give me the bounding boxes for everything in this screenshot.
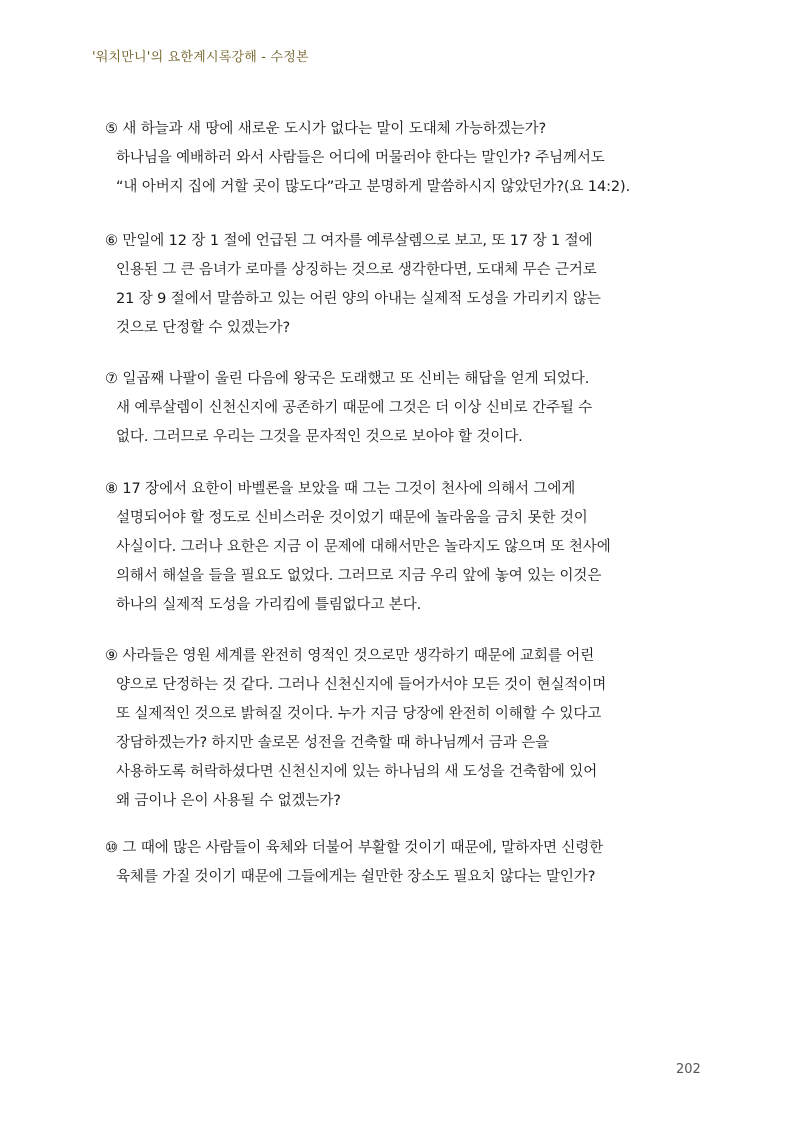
paragraph-line: 육체를 가질 것이기 때문에 그들에게는 쉴만한 장소도 필요치 않다는 말인가?	[116, 869, 596, 885]
paragraph-line: ⑦ 일곱째 나팔이 울린 다음에 왕국은 도래했고 또 신비는 해답을 얻게 되었다.	[105, 371, 590, 387]
paragraph-7	[105, 365, 592, 452]
paragraph-line: ⑨ 사라들은 영원 세계를 완전히 영적인 것으로만 생각하기 때문에 교회를 어린	[105, 648, 595, 664]
paragraph-line: 의해서 해설을 들을 필요도 없었다. 그러므로 지금 우리 앞에 놓여 있는 이것은	[116, 568, 602, 584]
paragraph-line: 하나의 실제적 도성을 가리킴에 틀림없다고 본다.	[116, 597, 422, 613]
paragraph-line: ⑩ 그 때에 많은 사람들이 육체와 더불어 부활할 것이기 때문에, 말하자면 신령한	[105, 840, 604, 856]
paragraph-line: 사실이다. 그러나 요한은 지금 이 문제에 대해서만은 놀라지도 않으며 또 천사에	[116, 539, 611, 555]
paragraph-line: ⑥ 만일에 12 장 1 절에 언급된 그 여자를 예루살렘으로 보고, 또 17 장 1 절에	[105, 233, 593, 249]
paragraph-5	[105, 115, 630, 202]
paragraph-line: 새 예루살렘이 신천신지에 공존하기 때문에 그것은 더 이상 신비로 간주될 수	[116, 400, 593, 416]
paragraph-line: 설명되어야 할 정도로 신비스러운 것이었기 때문에 놀라움을 금치 못한 것이	[116, 510, 588, 526]
running-header: '워치만니'의 요한계시록강해 - 수정본	[92, 50, 309, 65]
paragraph-line: 하나님을 예배하러 와서 사람들은 어디에 머물러야 한다는 말인가? 주님께서도	[116, 150, 605, 166]
page-number: 202	[676, 1062, 701, 1077]
paragraph-line: 장담하겠는가? 하지만 솔로몬 성전을 건축할 때 하나님께서 금과 은을	[116, 735, 550, 751]
paragraph-6	[105, 227, 601, 343]
paragraph-line: 사용하도록 허락하셨다면 신천신지에 있는 하나님의 새 도성을 건축함에 있어	[116, 764, 598, 780]
paragraph-10	[105, 834, 603, 892]
paragraph-line: 왜 금이나 은이 사용될 수 없겠는가?	[116, 793, 341, 809]
paragraph-8	[105, 475, 611, 620]
paragraph-9	[105, 642, 606, 816]
paragraph-line: 인용된 그 큰 음녀가 로마를 상징하는 것으로 생각한다면, 도대체 무슨 근거로	[116, 262, 597, 278]
paragraph-line: 또 실제적인 것으로 밝혀질 것이다. 누가 지금 당장에 완전히 이해할 수 있다고	[116, 706, 602, 722]
paragraph-line: 양으로 단정하는 것 같다. 그러나 신천신지에 들어가서야 모든 것이 현실적이며	[116, 677, 607, 693]
paragraph-line: 21 장 9 절에서 말씀하고 있는 어린 양의 아내는 실제적 도성을 가리키지 않는	[116, 291, 601, 307]
paragraph-line: ⑤ 새 하늘과 새 땅에 새로운 도시가 없다는 말이 도대체 가능하겠는가?	[105, 121, 547, 137]
paragraph-line: “내 아버지 집에 거할 곳이 많도다”라고 분명하게 말씀하시지 않았던가?(요 14:2).	[116, 179, 631, 195]
paragraph-line: 없다. 그러므로 우리는 그것을 문자적인 것으로 보아야 할 것이다.	[116, 429, 523, 445]
paragraph-line: 것으로 단정할 수 있겠는가?	[116, 320, 291, 336]
paragraph-line: ⑧ 17 장에서 요한이 바벨론을 보았을 때 그는 그것이 천사에 의해서 그에게	[105, 481, 576, 497]
